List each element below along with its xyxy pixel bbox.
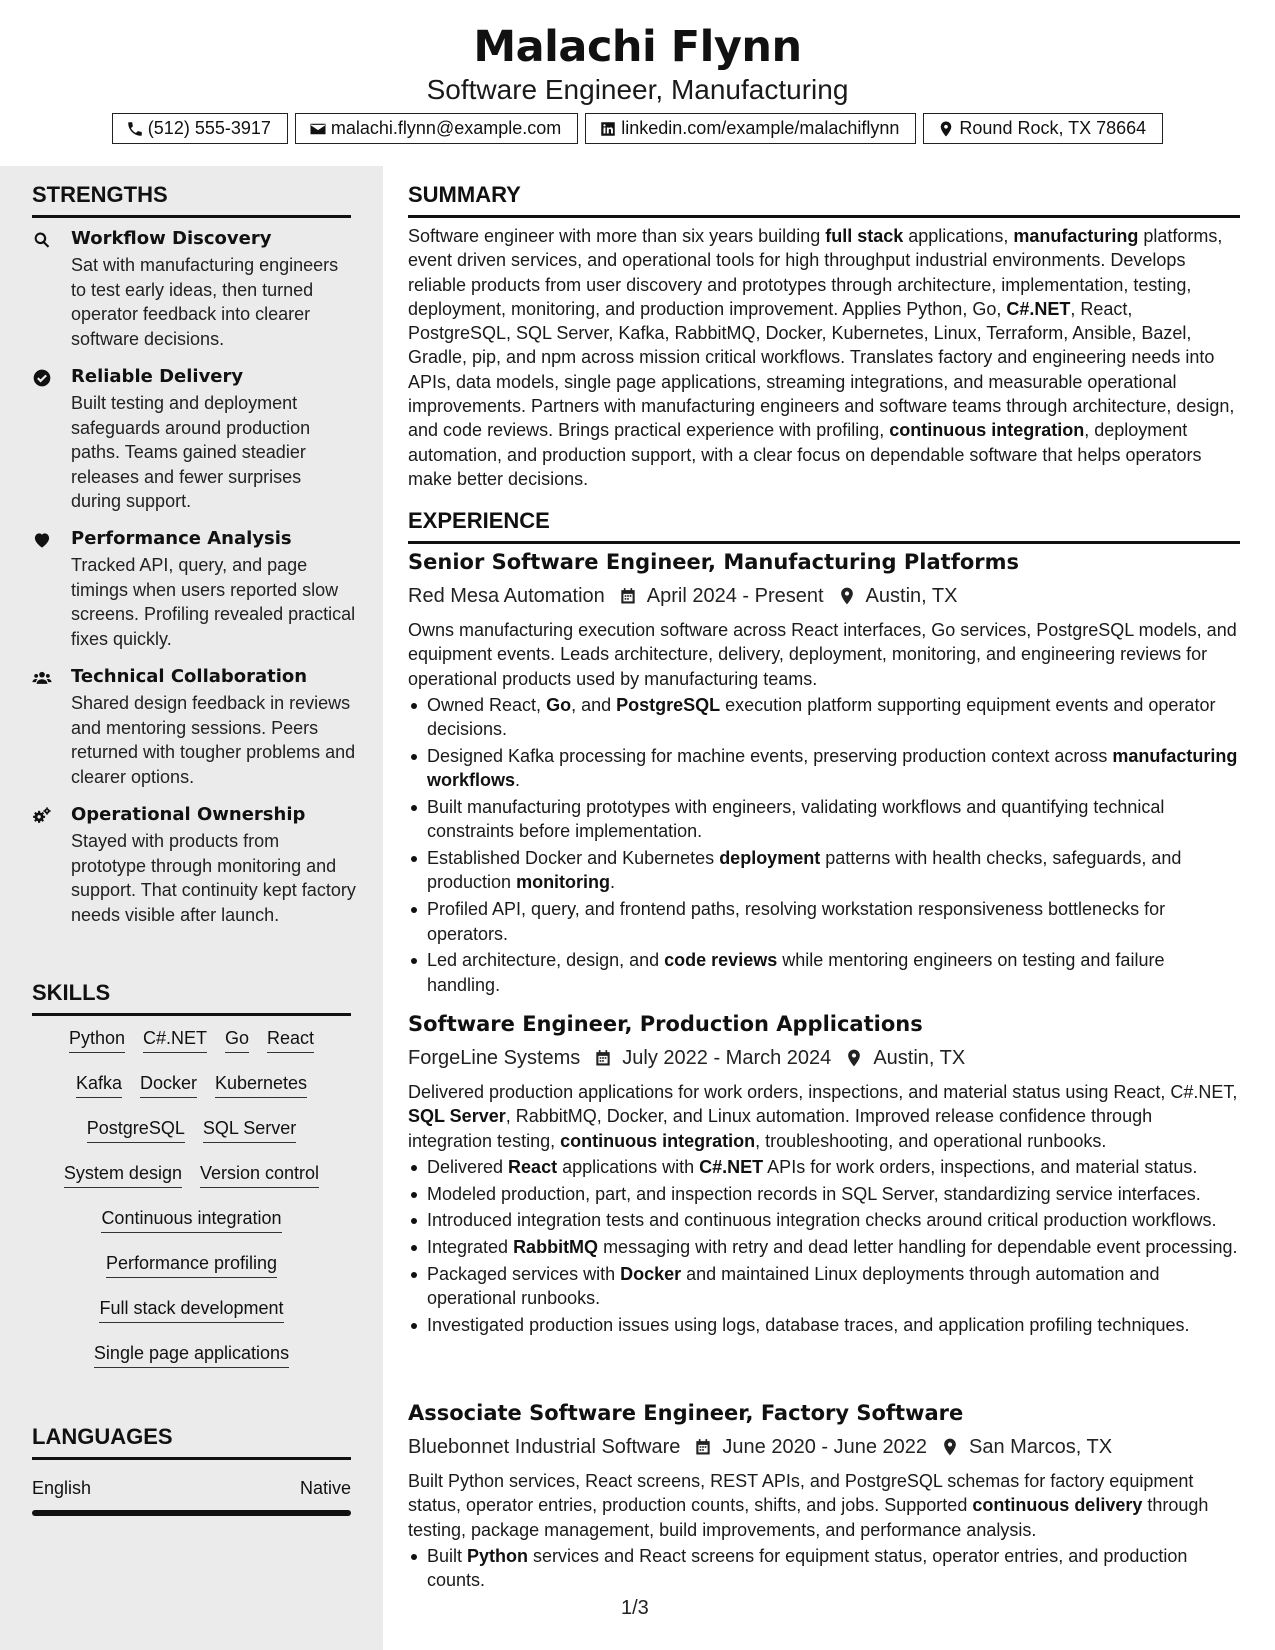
skill-tag: Kubernetes [215, 1071, 307, 1098]
job-bullet: Profiled API, query, and frontend paths, resolving workstation responsiveness bottlenecks for operators. [408, 897, 1240, 946]
job-bullet: Introduced integration tests and continuous integration checks around critical production workflows. [408, 1208, 1240, 1232]
skill-tag: Single page applications [94, 1341, 289, 1368]
contact-linkedin-text: linkedin.com/example/malachiflynn [621, 118, 900, 138]
job-company: ForgeLine Systems [408, 1046, 581, 1069]
calendar-icon [618, 586, 638, 606]
job-location: Austin, TX [865, 584, 958, 607]
candidate-name: Malachi Flynn [473, 22, 802, 72]
skill-tag: Continuous integration [101, 1206, 281, 1233]
strengths-heading: STRENGTHS [32, 182, 351, 218]
contact-location[interactable] [923, 113, 1163, 144]
job-bullet: Designed Kafka processing for machine events, preserving production context across manufacturing workflows. [408, 744, 1240, 793]
skill-tag: System design [64, 1161, 182, 1188]
check-circle-icon [32, 368, 54, 388]
job-entry [408, 550, 1240, 999]
job-location: San Marcos, TX [969, 1435, 1113, 1458]
language-name: English [32, 1478, 92, 1498]
job-entry [408, 1012, 1240, 1340]
map-pin-icon [937, 120, 955, 138]
language-proficiency-bar [32, 1510, 351, 1516]
strength-desc: Shared design feedback in reviews and mentoring sessions. Peers returned with tougher problems and clearer options. [71, 693, 356, 787]
strength-desc: Tracked API, query, and page timings when users reported slow screens. Profiling revealed practical fixes quickly. [71, 555, 356, 649]
heart-icon [32, 530, 54, 550]
job-bullet: Packaged services with Docker and maintained Linux deployments through automation and operational runbooks. [408, 1262, 1240, 1311]
skill-tag: Full stack development [99, 1296, 283, 1323]
job-bullets [408, 693, 1240, 997]
job-bullet: Modeled production, part, and inspection records in SQL Server, standardizing service interfaces. [408, 1182, 1240, 1206]
job-bullet: Built manufacturing prototypes with engineers, validating workflows and quantifying technical constraints before implementation. [408, 795, 1240, 844]
contact-email[interactable] [295, 113, 578, 144]
job-dates: April 2024 - Present [646, 584, 824, 607]
strength-desc: Stayed with products from prototype through monitoring and support. That continuity kept factory needs visible after launch. [71, 831, 356, 925]
skill-tag: PostgreSQL [87, 1116, 185, 1143]
page-number: 1/3 [621, 1597, 649, 1619]
skill-tag: Go [225, 1026, 249, 1053]
contact-email-text: malachi.flynn@example.com [330, 118, 562, 138]
skill-tag: Kafka [76, 1071, 122, 1098]
strength-desc: Built testing and deployment safeguards around production paths. Teams gained steadier releases and fewer surprises during support. [71, 393, 311, 511]
gears-icon [32, 806, 54, 826]
summary-text: Software engineer with more than six years building full stack applications, manufacturing platforms, event driven services, and operational tools for high throughput industrial environments. Develops reliable products from user discovery and prototypes through architecture, implementation, testing, deployment, monitoring, and production improvement. Applies Python, Go, C#.NET, React, PostgreSQL, SQL Server, Kafka, RabbitMQ, Docker, Kubernetes, Linux, Terraform, Ansible, Bazel, Gradle, pip, and npm across mission critical workflows. Translates factory and engineering needs into APIs, data models, single page applications, streaming integrations, and measurable operational improvements. Partners with manufacturing engineers and software teams through architecture, design, and code reviews. Brings practical experience with profiling, continuous integration, deployment automation, and production support, with a clear focus on dependable software that helps operators make better decisions. [408, 226, 1235, 489]
job-company: Red Mesa Automation [408, 584, 605, 607]
job-bullet: Built Python services and React screens for equipment status, operator entries, and production counts. [408, 1544, 1240, 1593]
contact-bar [0, 113, 1275, 144]
main-content [408, 166, 1240, 1606]
skill-tag: Docker [140, 1071, 197, 1098]
job-description: Owns manufacturing execution software across React interfaces, Go services, PostgreSQL models, and equipment events. Leads architecture, delivery, deployment, monitoring, and engineering reviews for operational products used by manufacturing teams. [408, 620, 1237, 689]
skill-tag: Version control [200, 1161, 319, 1188]
envelope-icon [309, 120, 327, 138]
contact-phone[interactable] [112, 113, 288, 144]
job-meta [408, 580, 1240, 612]
contact-phone-text: (512) 555-3917 [147, 118, 271, 138]
job-dates: July 2022 - March 2024 [622, 1046, 832, 1069]
job-meta [408, 1431, 1240, 1463]
job-title: Software Engineer, Production Applications [408, 1012, 923, 1036]
sidebar [0, 166, 383, 1650]
map-pin-icon [940, 1437, 960, 1457]
job-bullets [408, 1544, 1240, 1593]
language-level: Native [299, 1478, 351, 1498]
skill-tag: SQL Server [203, 1116, 296, 1143]
job-title: Associate Software Engineer, Factory Software [408, 1401, 964, 1425]
search-icon [32, 230, 54, 250]
skill-tag: C#.NET [143, 1026, 207, 1053]
job-company: Bluebonnet Industrial Software [408, 1435, 681, 1458]
skill-tag: Performance profiling [106, 1251, 277, 1278]
map-pin-icon [844, 1048, 864, 1068]
contact-location-text: Round Rock, TX 78664 [959, 118, 1147, 138]
job-bullets [408, 1155, 1240, 1338]
users-icon [32, 668, 54, 688]
job-location: Austin, TX [873, 1046, 966, 1069]
contact-linkedin[interactable] [585, 113, 916, 144]
skill-tag: React [267, 1026, 314, 1053]
job-meta [408, 1042, 1240, 1074]
skills-heading: SKILLS [32, 980, 351, 1016]
strength-title: Technical Collaboration [71, 666, 308, 687]
job-bullet: Delivered React applications with C#.NET APIs for work orders, inspections, and material status. [408, 1155, 1240, 1179]
languages-heading: LANGUAGES [32, 1424, 351, 1460]
job-bullet: Led architecture, design, and code reviews while mentoring engineers on testing and failure handling. [408, 948, 1240, 997]
skill-tag: Python [69, 1026, 125, 1053]
job-dates: June 2020 - June 2022 [722, 1435, 928, 1458]
strength-title: Operational Ownership [71, 804, 306, 825]
experience-heading: EXPERIENCE [408, 508, 1240, 544]
job-title: Senior Software Engineer, Manufacturing Platforms [408, 550, 1019, 574]
phone-icon [126, 120, 144, 138]
job-bullet: Owned React, Go, and PostgreSQL execution platform supporting equipment events and operator decisions. [408, 693, 1240, 742]
job-description: Delivered production applications for work orders, inspections, and material status using React, C#.NET, SQL Server, RabbitMQ, Docker, and Linux automation. Improved release confidence through integration testing, continuous integration, troubleshooting, and operational runbooks. [408, 1082, 1238, 1151]
job-description: Built Python services, React screens, REST APIs, and PostgreSQL schemas for factory equipment status, operator entries, production counts, shifts, and jobs. Supported continuous delivery through testing, package management, build improvements, and performance analysis. [408, 1471, 1209, 1540]
job-bullet: Investigated production issues using logs, database traces, and application profiling techniques. [408, 1313, 1240, 1337]
summary-heading: SUMMARY [408, 182, 1240, 218]
strength-title: Reliable Delivery [71, 366, 244, 387]
job-entry [408, 1401, 1240, 1595]
calendar-icon [593, 1048, 613, 1068]
skills-list [32, 1026, 351, 1386]
calendar-icon [693, 1437, 713, 1457]
linkedin-icon [599, 120, 617, 138]
job-bullet: Integrated RabbitMQ messaging with retry and dead letter handling for dependable event processing. [408, 1235, 1240, 1259]
resume-header [0, 0, 1275, 166]
job-bullet: Established Docker and Kubernetes deployment patterns with health checks, safeguards, and production monitoring. [408, 846, 1240, 895]
language-item [32, 1478, 351, 1499]
map-pin-icon [837, 586, 857, 606]
strength-title: Performance Analysis [71, 528, 292, 549]
candidate-title: Software Engineer, Manufacturing [426, 74, 849, 105]
strength-title: Workflow Discovery [71, 228, 272, 249]
strength-desc: Sat with manufacturing engineers to test early ideas, then turned operator feedback into clearer software decisions. [71, 255, 339, 349]
